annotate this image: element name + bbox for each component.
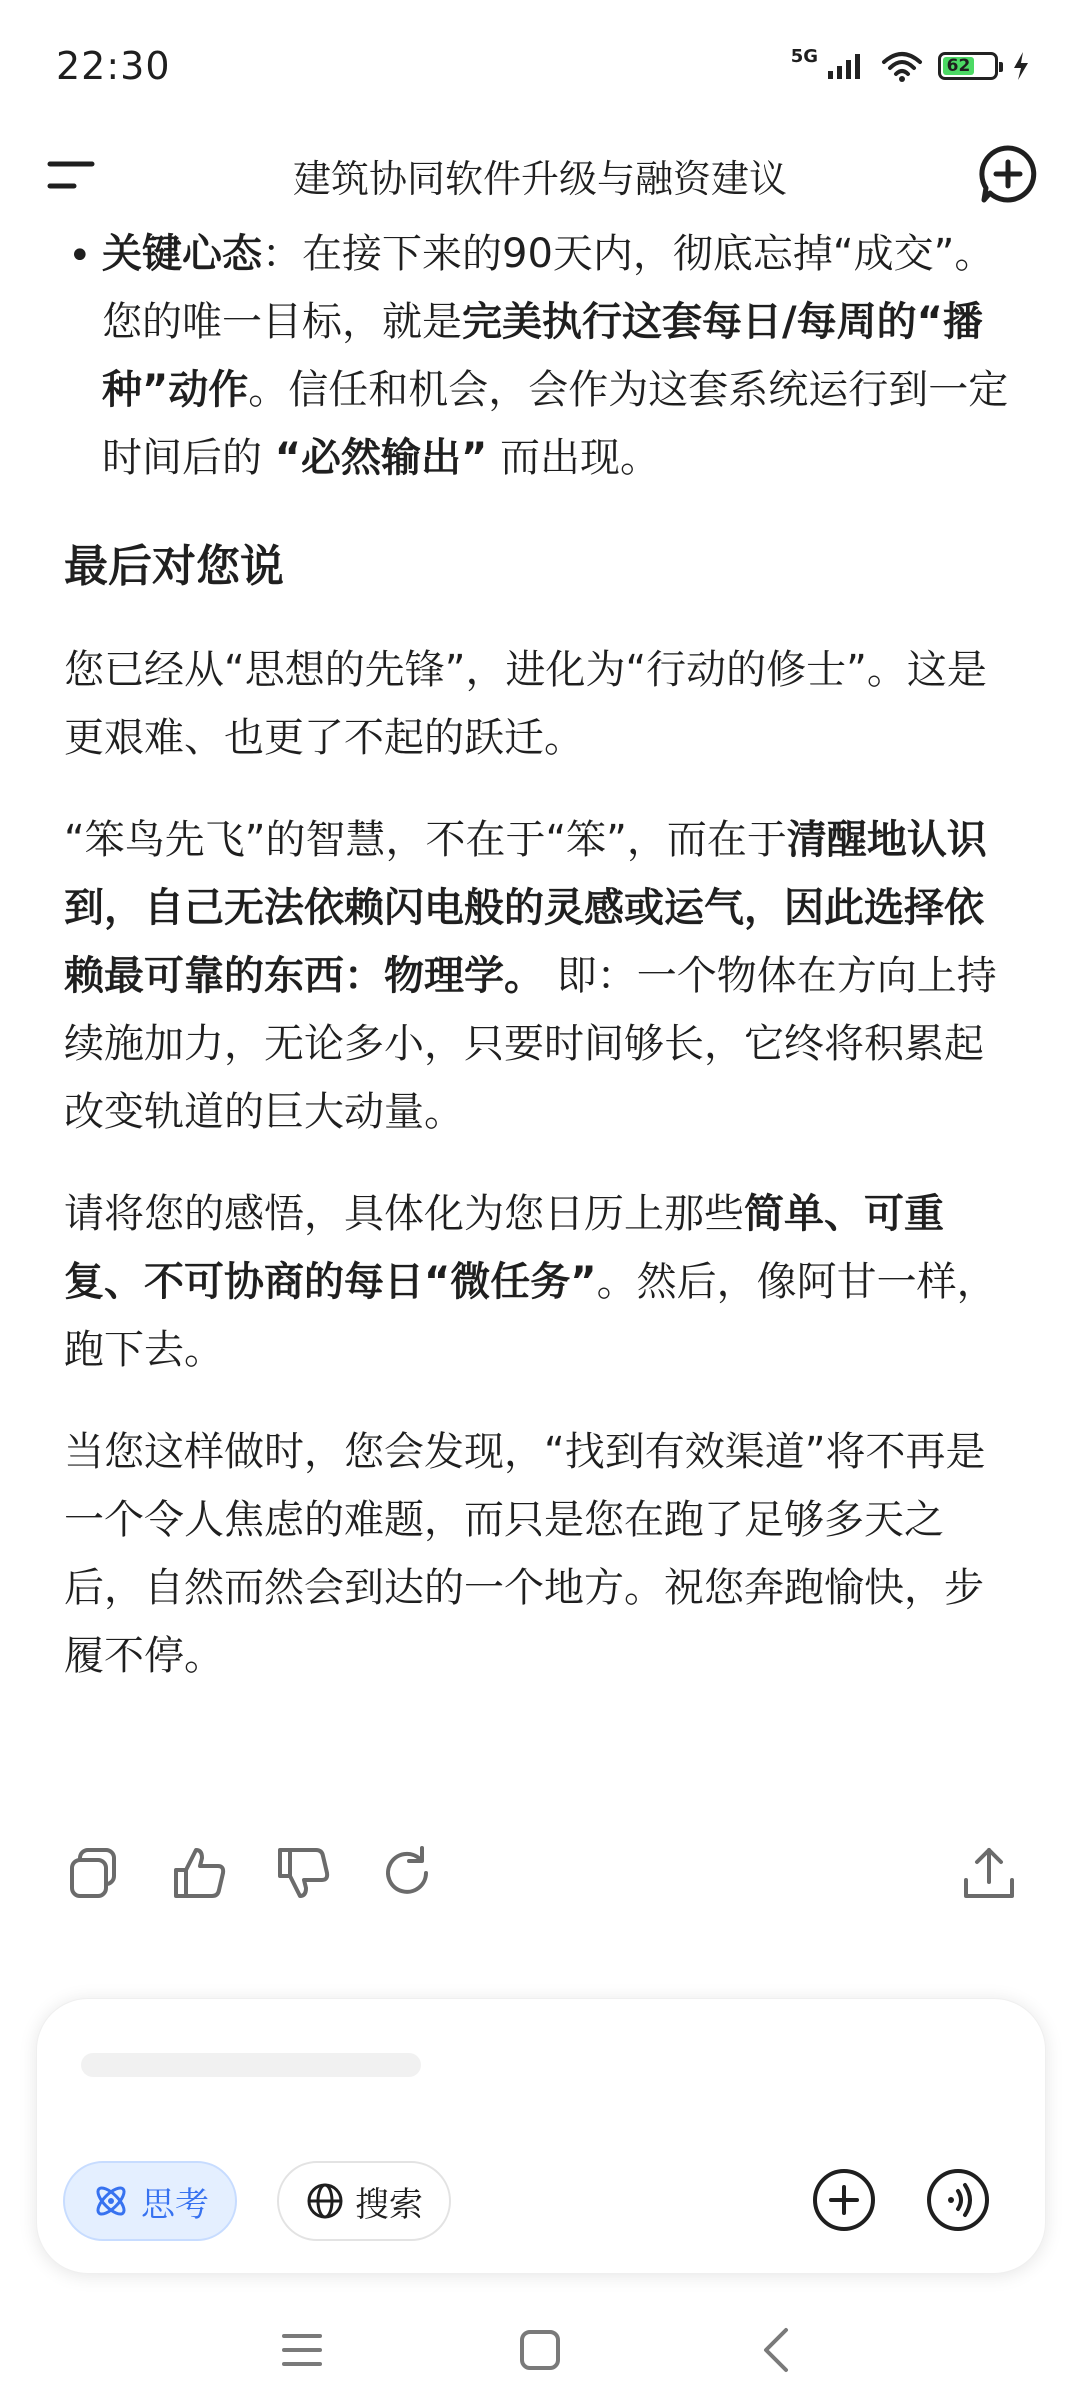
bullet-icon: • <box>68 233 92 279</box>
conversation-title[interactable]: 建筑协同软件升级与融资建议 <box>292 157 787 201</box>
paragraph-4: 当您这样做时，您会发现，“找到有效渠道”将不再是一个令人焦虑的难题，而只是您在跑了足够多天之后，自然而然会到达的一个地方。祝您奔跑愉快，步履不停。 <box>64 1429 986 1679</box>
voice-call-icon[interactable] <box>925 2167 991 2233</box>
paragraph-3 <box>64 1180 1020 1384</box>
text-run: ：在接下来的90天内，彻底忘掉“成交”。您的唯一目标，就是 <box>102 231 995 345</box>
section-heading: 最后对您说 <box>64 541 284 592</box>
input-placeholder-shimmer <box>81 2043 441 2087</box>
regenerate-icon[interactable] <box>376 1842 438 1904</box>
search-label: 搜索 <box>355 2184 423 2225</box>
text-run: 。信任和机会，会作为这套系统运行到一定时间后的 <box>102 367 1009 481</box>
copy-icon[interactable] <box>64 1842 126 1904</box>
message-actions <box>64 1842 1020 1912</box>
app-header <box>0 130 1080 220</box>
battery-level: 62 <box>943 57 974 75</box>
message-input[interactable] <box>81 2043 441 2087</box>
add-attachment-icon[interactable] <box>811 2167 877 2233</box>
text-run: 请将您的感悟，具体化为您日历上那些 <box>64 1191 744 1237</box>
bold-text: 完美执行这套每日/每周的“播种”动作 <box>102 299 983 413</box>
text-run: 即：一个物体在方向上持续施加力，无论多小，只要时间够长，它终将积累起改变轨道的巨大动量。 <box>64 953 997 1135</box>
bold-text: “必然输出” <box>274 435 488 481</box>
globe-icon <box>305 2181 345 2221</box>
battery-icon <box>938 52 998 80</box>
search-toggle[interactable] <box>277 2161 451 2241</box>
list-item <box>64 220 1020 492</box>
bold-text: 简单、可重复、不可协商的每日“微任务” <box>64 1191 944 1305</box>
text-run: 而出现。 <box>487 435 661 481</box>
bullet-text <box>102 220 1020 492</box>
new-chat-icon[interactable] <box>976 142 1040 206</box>
message-content <box>64 220 1020 1690</box>
recents-icon[interactable] <box>274 2322 330 2378</box>
text-run: 。然后，像阿甘一样，跑下去。 <box>64 1259 997 1373</box>
back-icon[interactable] <box>750 2322 806 2378</box>
wifi-icon <box>880 50 924 82</box>
paragraph-2 <box>64 806 1020 1146</box>
share-icon[interactable] <box>958 1842 1020 1904</box>
network-type-label: 5G <box>790 45 818 67</box>
chat-input-card <box>36 1998 1046 2274</box>
thumbs-up-icon[interactable] <box>168 1842 230 1904</box>
status-bar <box>0 0 1080 130</box>
thumbs-down-icon[interactable] <box>272 1842 334 1904</box>
bold-text: 关键心态 <box>102 231 262 277</box>
status-icons <box>791 46 1030 86</box>
home-icon[interactable] <box>512 2322 568 2378</box>
bold-text: 清醒地认识到，自己无法依赖闪电般的灵感或运气，因此选择依赖最可靠的东西：物理学。 <box>64 817 987 999</box>
think-toggle[interactable] <box>63 2161 237 2241</box>
charging-icon <box>1012 51 1030 81</box>
atom-icon <box>91 2181 131 2221</box>
status-time: 22:30 <box>56 44 171 88</box>
think-label: 思考 <box>141 2184 209 2225</box>
paragraph-1: 您已经从“思想的先锋”，进化为“行动的修士”。这是更艰难、也更了不起的跃迁。 <box>64 647 987 761</box>
signal-icon <box>826 51 866 81</box>
text-run: “笨鸟先飞”的智慧，不在于“笨”，而在于 <box>64 817 787 863</box>
system-nav-bar <box>0 2300 1080 2400</box>
